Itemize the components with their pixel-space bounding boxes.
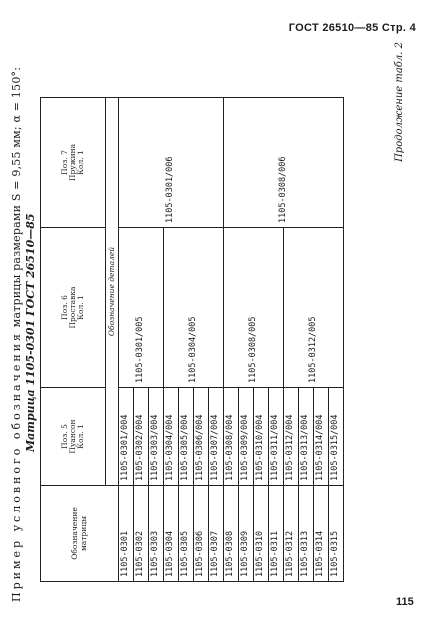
table-row: 1105-0311 1105-0311/004 <box>269 98 284 582</box>
table-row: 1105-0309 1105-0309/004 <box>239 98 254 582</box>
continuation-label: Продолжение табл. 2 <box>394 42 405 162</box>
spring-cell: 1105-0308/006 <box>224 98 344 228</box>
table-row: 1105-0302 1105-0302/004 <box>134 98 149 582</box>
page-number: 115 <box>396 596 414 608</box>
col-spacer-header: Поз. 6 Проставка Кол. 1 <box>41 228 106 388</box>
spacer-cell: 1105-0312/005 <box>284 228 344 388</box>
table-row: 1105-0304 1105-0304/004 1105-0304/005 <box>164 98 179 582</box>
table-row: 1105-0303 1105-0303/004 <box>149 98 164 582</box>
spacer-cell: 1105-0308/005 <box>224 228 284 388</box>
table-row: 1105-0312 1105-0312/004 1105-0312/005 <box>284 98 299 582</box>
example-line-1 <box>10 42 23 602</box>
col-matrix-header: Обозначение матрицы <box>41 486 119 582</box>
group-header: Обозначение деталей <box>106 98 119 486</box>
page-header: ГОСТ 26510—85 Стр. 4 <box>288 22 416 34</box>
example-rest: матрицы размерами S = 9,55 мм; α = 150°: <box>10 66 23 328</box>
table-row: 1105-0307 1105-0307/004 <box>209 98 224 582</box>
col-punch-header: Поз. 5 Пуансон Кол. 1 <box>41 388 106 486</box>
details-table <box>40 97 344 582</box>
table-row: 1105-0310 1105-0310/004 <box>254 98 269 582</box>
example-lead: Пример условного обозначения <box>10 331 23 602</box>
spacer-cell: 1105-0301/005 <box>119 228 164 388</box>
table-row: 1105-0314 1105-0314/004 <box>314 98 329 582</box>
spacer-cell: 1105-0304/005 <box>164 228 224 388</box>
table-row: 1105-0301 1105-0301/004 1105-0301/005 1105-0301/006 <box>119 98 134 582</box>
spring-cell: 1105-0301/006 <box>119 98 224 228</box>
rotated-page-content <box>0 42 420 602</box>
table-row: 1105-0306 1105-0306/004 <box>194 98 209 582</box>
example-line-2: Матрица 1105-0301 ГОСТ 26510—85 <box>24 213 37 452</box>
table-row: 1105-0308 1105-0308/004 1105-0308/005 1105-0308/006 <box>224 98 239 582</box>
table-row: 1105-0305 1105-0305/004 <box>179 98 194 582</box>
table-row: 1105-0313 1105-0313/004 <box>299 98 314 582</box>
col-spring-header: Поз. 7 Пружина Кол. 1 <box>41 98 106 228</box>
table-row: 1105-0315 1105-0315/004 <box>329 98 344 582</box>
